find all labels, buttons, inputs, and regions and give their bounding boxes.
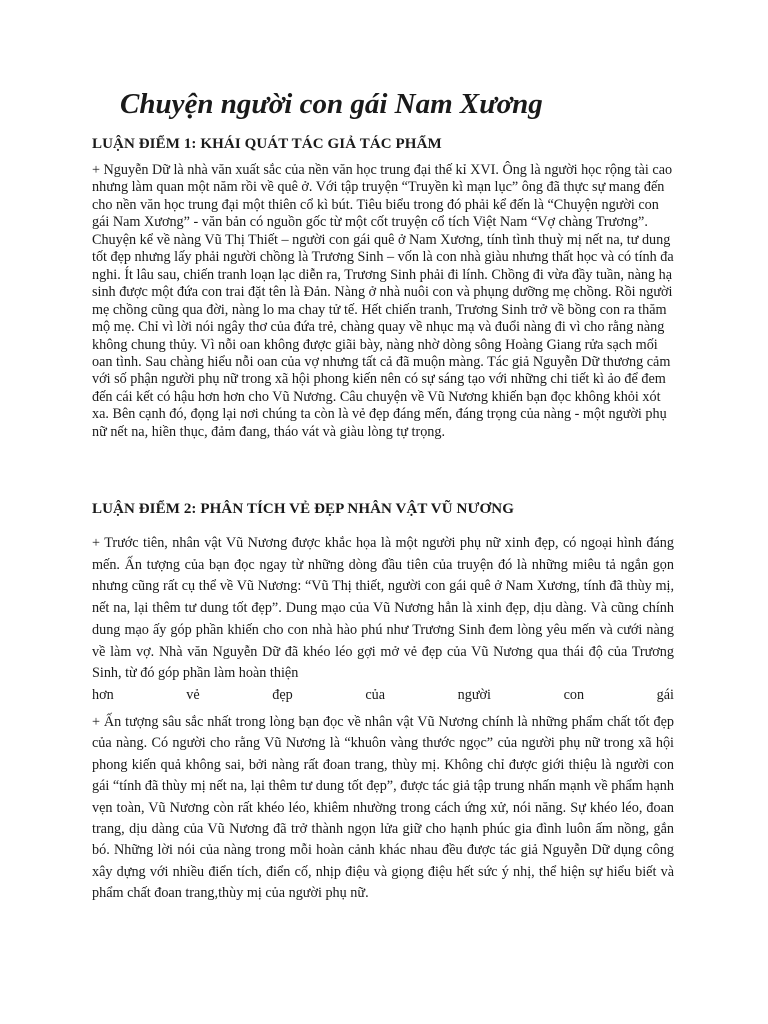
document-title: Chuyện người con gái Nam Xương <box>120 88 543 120</box>
section-2-paragraph-2: + Ấn tượng sâu sắc nhất trong lòng bạn đọc về nhân vật Vũ Nương chính là những phẩm chất tốt đẹp của nàng. Có người cho rằng Vũ Nương là “khuôn vàng thước ngọc” của người phụ nữ trong xã hội phong kiến quả không sai, bởi nàng rất đoan trang, thùy mị. Không chỉ được giới thiệu là người con gái “tính đã thùy mị nết na, lại thêm tư dung tốt đẹp”, được tác giả tập trung nhấn mạnh về phẩm hạnh vẹn toàn, Vũ Nương còn rất khéo léo, khiêm nhường trong cách ứng xử, nói năng. Sự khéo léo, đoan trang, dịu dàng của Vũ Nương đã trở thành ngọn lửa giữ cho hạnh phúc gia đình luôn ấm nồng, gắn bó. Những lời nói của nàng trong mỗi hoàn cảnh khác nhau đều được tác giả Nguyễn Dữ dụng công xây dựng với nhiều điển tích, điển cố, nhịp điệu và giọng điệu hết sức ý nhị, thể hiện sự hiểu biết và phẩm chất đoan trang,thùy mị của người phụ nữ. <box>92 714 674 902</box>
section-2-paragraph-1-text: + Trước tiên, nhân vật Vũ Nương được khắc họa là một người phụ nữ xinh đẹp, có ngoại hình đáng mến. Ấn tượng của bạn đọc ngay từ những dòng đầu tiên của truyện đó là những miêu tả ngắn gọn nhưng cũng rất cụ thể về Vũ Nương: “Vũ Thị thiết, người con gái quê ở Nam Xương, tính đã thùy mị, nết na, lại thêm tư dung tốt đẹp”. Dung mạo của Vũ Nương hẳn là xinh đẹp, dịu dàng. Và cũng chính dung mạo ấy góp phần khiến cho con nhà hào phú như Trương Sinh đem lòng yêu mến và cưới nàng về làm vợ. Nhà văn Nguyễn Dữ đã khéo léo gợi mở vẻ đẹp của Vũ Nương qua thái độ của Trương Sinh, từ đó góp phần làm hoàn thiện <box>92 535 674 682</box>
section-2-paragraph-1-last-line: hơn vẻ đẹp của người con gái <box>92 686 674 703</box>
section-2-heading: LUẬN ĐIỂM 2: PHÂN TÍCH VẺ ĐẸP NHÂN VẬT VŨ NƯƠNG <box>92 501 514 517</box>
section-1-paragraph: + Nguyễn Dữ là nhà văn xuất sắc của nền văn học trung đại thế kỉ XVI. Ông là người học rộng tài cao nhưng làm quan một năm rồi về quê ở. Với tập truyện “Truyền kì mạn lục” ông đã thực sự mang đến cho nền văn học trung đại một thiên cổ kì bút. Tiêu biểu trong đó phải kể đến là “Chuyện người con gái Nam Xương” - văn bản có nguồn gốc từ một cốt truyện cổ tích Việt Nam “Vợ chàng Trương”. Chuyện kể về nàng Vũ Thị Thiết – người con gái quê ở Nam Xương, tính tình thuỳ mị nết na, tư dung tốt đẹp nhưng lấy phải người chồng là Trương Sinh – vốn là con nhà giàu nhưng thất học và có tính đa nghi. Ít lâu sau, chiến tranh loạn lạc diễn ra, Trương Sinh phải đi lính. Chồng đi vừa đầy tuần, nàng hạ sinh được một đứa con trai đặt tên là Đản. Nàng ở nhà nuôi con và phụng dưỡng mẹ chồng. Rồi người mẹ chồng cũng qua đời, nàng lo ma chay tử tế. Hết chiến tranh, Trương Sinh trở về bồng con ra thăm mộ mẹ. Chỉ vì lời nói ngây thơ của đứa trẻ, chàng quay về nhục mạ và đuổi nàng đi vì cho rằng nàng không chung thủy. Vì nỗi oan không được giãi bày, nàng nhờ dòng sông Hoàng Giang rửa sạch mối oan tình. Sau chàng hiểu nỗi oan của vợ nhưng tất cả đã muộn màng. Tác giả Nguyễn Dữ thương cảm với số phận người phụ nữ trong xã hội phong kiến nên có sự sáng tạo với những chi tiết kì ảo để đem đến cái kết có hậu hơn hơn cho Vũ Nương. Câu chuyện về Vũ Nương khiến bạn đọc không khỏi xót xa. Bên cạnh đó, đọng lại nơi chúng ta còn là vẻ đẹp đáng mến, đáng trọng của nàng - một người phụ nữ nết na, hiền thục, đảm đang, tháo vát và giàu lòng tự trọng. <box>92 162 674 440</box>
section-1-heading: LUẬN ĐIỂM 1: KHÁI QUÁT TÁC GIẢ TÁC PHẨM <box>92 136 442 152</box>
section-2-paragraph-1 <box>92 533 674 707</box>
